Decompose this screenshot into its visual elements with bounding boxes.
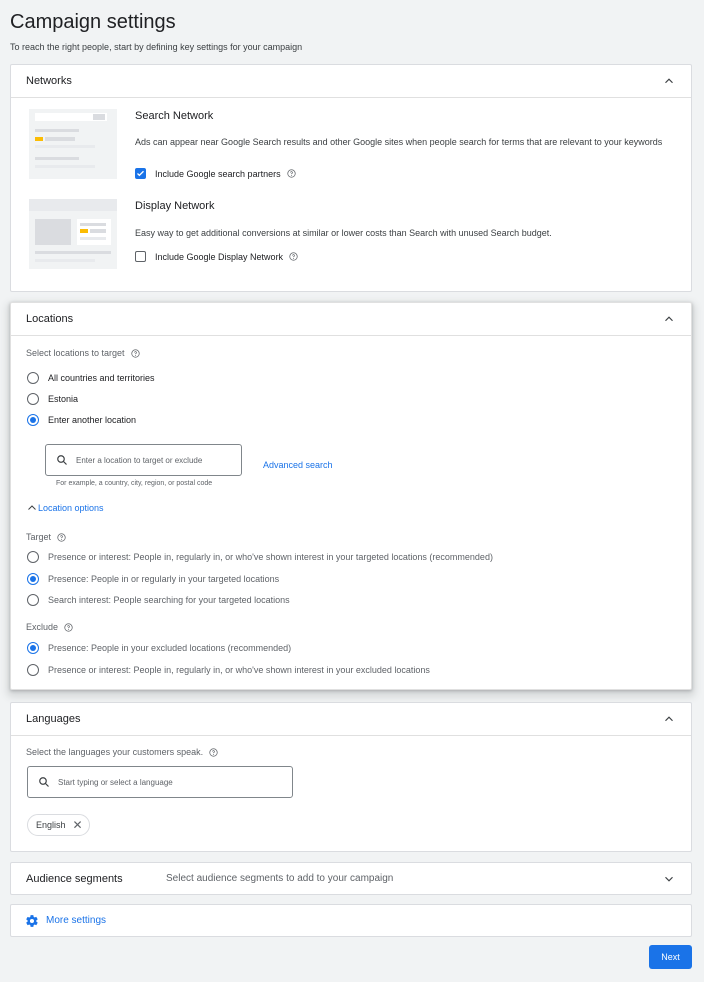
networks-card bbox=[10, 64, 692, 292]
help-icon[interactable] bbox=[64, 623, 73, 632]
page-title: Campaign settings bbox=[10, 11, 176, 33]
location-option-label: Estonia bbox=[48, 394, 79, 404]
location-search-box[interactable] bbox=[45, 444, 242, 476]
exclude-option-label: Presence or interest: People in, regularly in, or who've shown interest in your excluded locations bbox=[48, 665, 430, 675]
location-options-toggle[interactable] bbox=[26, 502, 104, 514]
target-option-label: Search interest: People searching for your targeted locations bbox=[48, 595, 290, 605]
exclude-option-presence-interest[interactable] bbox=[27, 664, 430, 676]
languages-title: Languages bbox=[26, 713, 81, 725]
select-locations-label bbox=[26, 348, 140, 358]
location-option-other[interactable] bbox=[27, 414, 136, 426]
select-languages-label bbox=[26, 747, 218, 757]
networks-title: Networks bbox=[26, 75, 72, 87]
help-icon[interactable] bbox=[287, 169, 296, 178]
search-partners-checkbox[interactable] bbox=[135, 168, 146, 179]
help-icon[interactable] bbox=[57, 533, 66, 542]
select-languages-text: Select the languages your customers speak. bbox=[26, 747, 204, 757]
chip-label: English bbox=[36, 820, 66, 830]
exclude-option-presence[interactable] bbox=[27, 642, 291, 654]
chevron-up-icon[interactable] bbox=[662, 312, 676, 326]
language-search-input[interactable] bbox=[58, 778, 292, 787]
search-network-illustration bbox=[29, 109, 117, 179]
exclude-label bbox=[26, 622, 73, 632]
location-search-hint: For example, a country, city, region, or postal code bbox=[56, 480, 213, 487]
location-option-all[interactable] bbox=[27, 372, 155, 384]
language-search-box[interactable] bbox=[27, 766, 293, 798]
target-option-search-interest[interactable] bbox=[27, 594, 290, 606]
search-partners-row[interactable] bbox=[135, 168, 296, 179]
target-option-presence-interest[interactable] bbox=[27, 551, 493, 563]
radio-estonia[interactable] bbox=[27, 393, 39, 405]
display-network-label: Include Google Display Network bbox=[155, 251, 284, 262]
locations-card bbox=[10, 302, 692, 690]
audience-segments-header[interactable] bbox=[11, 863, 691, 894]
select-locations-text: Select locations to target bbox=[26, 348, 125, 358]
target-option-label: Presence: People in or regularly in your targeted locations bbox=[48, 574, 280, 584]
page-header bbox=[10, 10, 302, 52]
more-settings-label: More settings bbox=[46, 915, 107, 926]
display-network-title: Display Network bbox=[135, 200, 215, 212]
audience-segments-description: Select audience segments to add to your campaign bbox=[166, 873, 394, 884]
chevron-up-icon[interactable] bbox=[662, 712, 676, 726]
languages-header[interactable] bbox=[11, 703, 691, 736]
audience-segments-card[interactable] bbox=[10, 862, 692, 895]
help-icon[interactable] bbox=[289, 252, 298, 261]
audience-segments-title: Audience segments bbox=[26, 872, 123, 885]
next-button[interactable]: Next bbox=[649, 945, 692, 969]
location-options-label: Location options bbox=[38, 503, 104, 513]
exclude-label-text: Exclude bbox=[26, 622, 59, 632]
more-settings-link[interactable] bbox=[11, 905, 691, 936]
remove-chip-icon[interactable]: ✕ bbox=[72, 818, 83, 832]
help-icon[interactable] bbox=[131, 349, 140, 358]
target-label-text: Target bbox=[26, 532, 52, 542]
location-option-label: All countries and territories bbox=[48, 373, 155, 383]
radio-target-search-interest[interactable] bbox=[27, 594, 39, 606]
location-option-estonia[interactable] bbox=[27, 393, 78, 405]
radio-enter-another[interactable] bbox=[27, 414, 39, 426]
more-settings-card[interactable] bbox=[10, 904, 692, 937]
target-option-presence[interactable] bbox=[27, 573, 279, 585]
search-icon bbox=[56, 454, 68, 466]
display-network-checkbox[interactable] bbox=[135, 251, 146, 262]
chevron-up-icon bbox=[26, 502, 38, 514]
radio-exclude-presence[interactable] bbox=[27, 642, 39, 654]
location-option-label: Enter another location bbox=[48, 415, 137, 425]
search-icon bbox=[38, 776, 50, 788]
chevron-up-icon[interactable] bbox=[662, 74, 676, 88]
language-chip-english bbox=[27, 814, 90, 836]
locations-header[interactable] bbox=[11, 303, 691, 336]
search-partners-label: Include Google search partners bbox=[155, 168, 281, 179]
target-label bbox=[26, 532, 66, 542]
radio-all-countries[interactable] bbox=[27, 372, 39, 384]
networks-header[interactable] bbox=[11, 65, 691, 98]
exclude-option-label: Presence: People in your excluded locations (recommended) bbox=[48, 643, 292, 653]
location-search-input[interactable] bbox=[76, 456, 241, 465]
languages-card bbox=[10, 702, 692, 852]
display-network-row[interactable] bbox=[135, 251, 298, 262]
search-network-description: Ads can appear near Google Search results and other Google sites when people search for terms that are relevant to your keywords bbox=[135, 137, 663, 147]
target-option-label: Presence or interest: People in, regularly in, or who've shown interest in your targeted locations (recommended) bbox=[48, 552, 493, 562]
radio-target-presence[interactable] bbox=[27, 573, 39, 585]
locations-title: Locations bbox=[26, 313, 74, 325]
page-subtitle: To reach the right people, start by defining key settings for your campaign bbox=[10, 42, 303, 52]
search-network-title: Search Network bbox=[135, 110, 214, 122]
radio-target-presence-interest[interactable] bbox=[27, 551, 39, 563]
display-network-illustration bbox=[29, 199, 117, 269]
help-icon[interactable] bbox=[209, 748, 218, 757]
check-icon bbox=[136, 169, 145, 178]
gear-icon bbox=[25, 914, 39, 928]
display-network-description: Easy way to get additional conversions at similar or lower costs than Search with unused Search budget. bbox=[135, 228, 552, 238]
advanced-search-link[interactable]: Advanced search bbox=[263, 460, 333, 470]
chevron-down-icon[interactable] bbox=[662, 872, 676, 886]
radio-exclude-presence-interest[interactable] bbox=[27, 664, 39, 676]
